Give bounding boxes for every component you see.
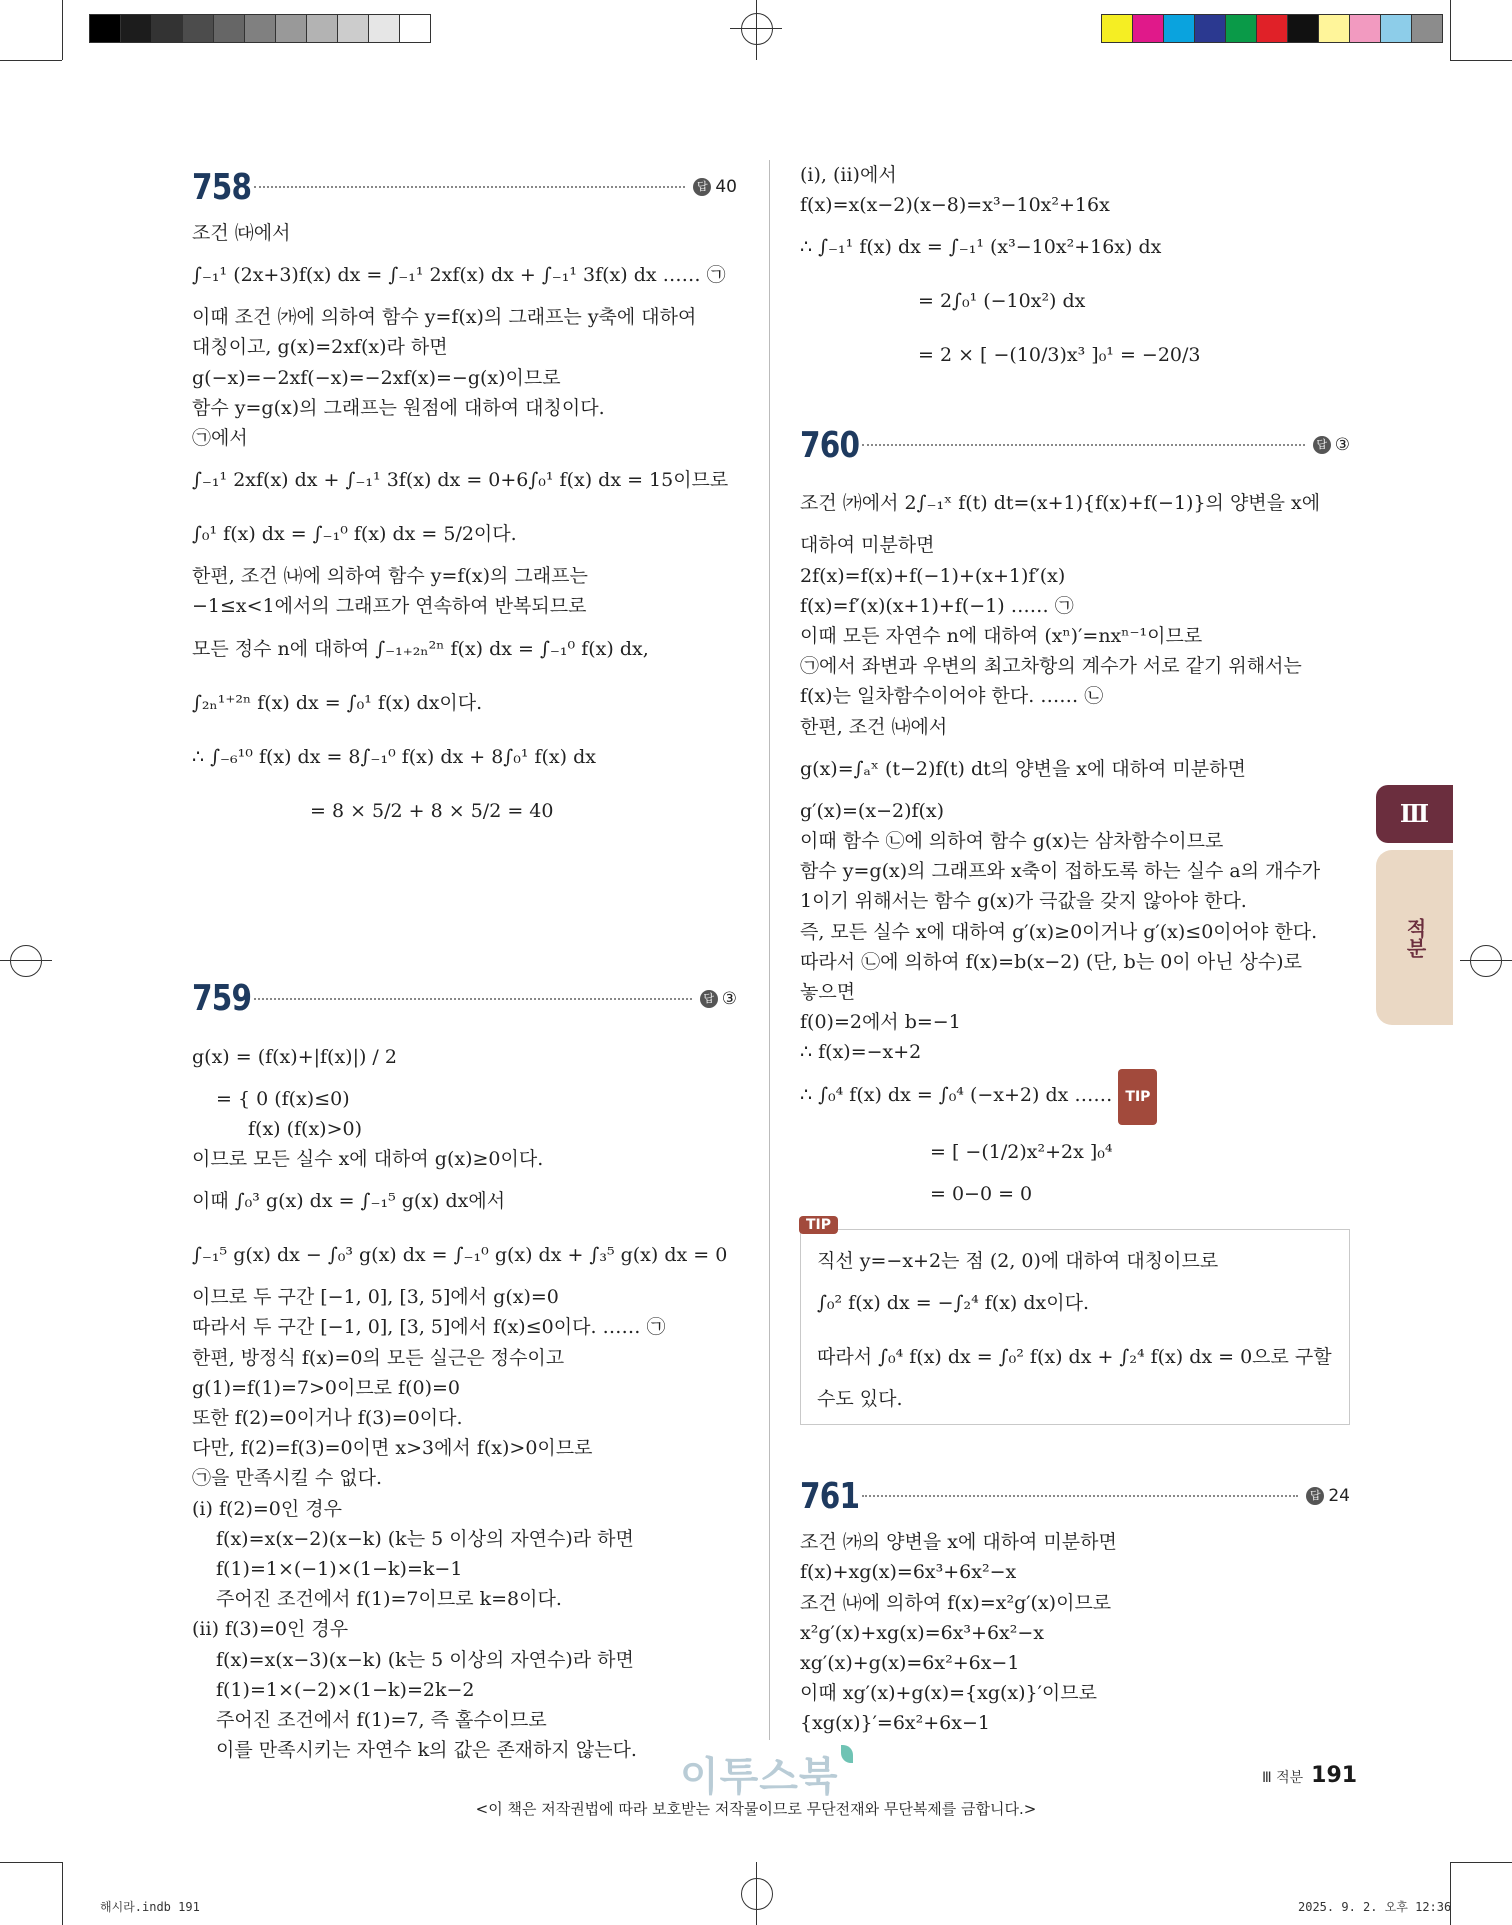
text-line: ㉠에서 [192,427,248,450]
equation-line [800,1068,1350,1125]
text-line: f(0)=2에서 b=−1 [800,1011,961,1034]
color-swatch [1412,15,1442,42]
gray-swatch [152,15,183,42]
color-swatch [1350,15,1381,42]
text-line: 함수 y=g(x)의 그래프는 원점에 대하여 대칭이다. [192,396,605,419]
text-line: 한편, 조건 ㈏에 의하여 함수 y=f(x)의 그래프는 [192,565,588,588]
text-line: ㉠을 만족시킬 수 없다. [192,1467,382,1490]
text-line: 주어진 조건에서 f(1)=7, 즉 홀수이므로 [216,1709,547,1732]
gray-swatch [245,15,276,42]
registration-line-top-h [730,28,782,29]
answer-icon: 답 [1313,436,1331,454]
problem-number: 759 [192,978,252,1020]
color-swatch [1257,15,1288,42]
gray-swatch [276,15,307,42]
page-folio [1262,1763,1357,1788]
equation-line: x²g′(x)+xg(x)=6x³+6x²−x [800,1621,1045,1644]
equation-line: = 8 × 5/2 + 8 × 5/2 = 40 [310,799,554,822]
crop-mark-tr-h [1450,60,1512,61]
text-line: f(1)=1×(−1)×(1−k)=k−1 [216,1558,463,1581]
left-column [192,160,737,1765]
text-line: 조건 ㈐에서 [192,222,291,244]
text-line: g′(x)=(x−2)f(x) [800,799,945,822]
equation-line: g(x)=∫ₐˣ (t−2)f(t) dt의 양변을 x에 대하여 미분하면 [800,757,1246,780]
text-line: 따라서 ㉡에 의하여 f(x)=b(x−2) (단, b는 0이 아닌 상수)로 [800,950,1302,973]
dotted-leader [862,1495,1298,1497]
text-line: 이므로 두 구간 [−1, 0], [3, 5]에서 g(x)=0 [192,1286,559,1309]
problem-759-header [192,972,737,1026]
gray-swatch-strip [89,14,431,43]
crop-mark-bl-v [62,1862,63,1925]
text-line: 한편, 방정식 f(x)=0의 모든 실근은 정수이고 [192,1346,565,1369]
tip-label: TIP [799,1216,838,1234]
copyright-notice: <이 책은 저작권법에 따라 보호받는 저작물이므로 무단전재와 무단복제를 금합니다.> [475,1800,1037,1818]
equation-line: f(x)+xg(x)=6x³+6x²−x [800,1561,1017,1584]
registration-mark-bottom [741,1878,773,1910]
equation-line: f(x) (f(x)>0) [248,1117,363,1140]
text-line: 대하여 미분하면 [800,534,935,557]
tip-line: 따라서 ∫₀⁴ f(x) dx = ∫₀² f(x) dx + ∫₂⁴ f(x) dx = 0으로 구할 [817,1346,1332,1369]
text-line: 한편, 조건 ㈏에서 [800,715,948,738]
gray-swatch [369,15,400,42]
gray-swatch [400,15,430,42]
color-swatch [1164,15,1195,42]
color-swatch [1133,15,1164,42]
text-line: (i), (ii)에서 [800,164,897,186]
answer-value: 40 [715,177,737,197]
registration-mark-top [741,13,773,45]
equation-line: ∫₋₁¹ 2xf(x) dx + ∫₋₁¹ 3f(x) dx = 0+6∫₀¹ f(x) dx = 15이므로 [192,469,729,492]
registration-line-bottom [756,1862,757,1925]
answer-value: 24 [1328,1486,1350,1507]
registration-mark-right [1470,945,1502,977]
case-heading: (i) f(2)=0인 경우 [192,1497,342,1520]
text-line: 놓으면 [800,981,856,1004]
answer [1313,435,1350,455]
color-swatch [1288,15,1319,42]
problem-760-header [800,418,1350,472]
tip-line: ∫₀² f(x) dx = −∫₂⁴ f(x) dx이다. [817,1292,1089,1315]
text-line: f(x)는 일차함수이어야 한다. …… ㉡ [800,685,1104,708]
text-line: 또한 f(2)=0이거나 f(3)=0이다. [192,1407,463,1430]
equation-line: ∫₀¹ f(x) dx = ∫₋₁⁰ f(x) dx = 5/2이다. [192,523,517,546]
equation-line: = 2 × [ −(10/3)x³ ]₀¹ = −20/3 [918,344,1201,367]
right-column [800,160,1350,1739]
gray-swatch [338,15,369,42]
text-line: g(−x)=−2xf(−x)=−2xf(x)=−g(x)이므로 [192,366,561,389]
equation-line: ∫₂ₙ¹⁺²ⁿ f(x) dx = ∫₀¹ f(x) dx이다. [192,691,483,714]
text-line: ㉠에서 좌변과 우변의 최고차항의 계수가 서로 같기 위해서는 [800,655,1302,678]
equation-line: = { 0 (f(x)≤0) [216,1087,350,1110]
text-line: f(1)=1×(−2)×(1−k)=2k−2 [216,1678,475,1701]
crop-mark-tl-h [0,60,62,61]
text-line: f(x)=x(x−2)(x−k) (k는 5 이상의 자연수)라 하면 [216,1527,634,1550]
page-number: 191 [1311,1763,1358,1788]
problem-761-header [800,1469,1350,1523]
registration-mark-left [10,945,42,977]
tip-marker: TIP [1118,1069,1157,1125]
equation-line: g(x) = (f(x)+|f(x)|) / 2 [192,1045,397,1068]
text-line: −1≤x<1에서의 그래프가 연속하여 반복되므로 [192,595,587,618]
tip-box [800,1216,1350,1425]
equation-line: ∫₋₁⁵ g(x) dx − ∫₀³ g(x) dx = ∫₋₁⁰ g(x) dx + ∫₃⁵ g(x) dx = 0 [192,1244,728,1267]
answer-value: ③ [721,988,737,1009]
text-line: 이때 xg′(x)+g(x)={xg(x)}′이므로 [800,1682,1097,1705]
gray-swatch [183,15,214,42]
case-heading: (ii) f(3)=0인 경우 [192,1618,349,1641]
column-divider [769,160,770,1740]
problem-number: 758 [192,166,252,208]
equation-text: ∴ ∫₀⁴ f(x) dx = ∫₀⁴ (−x+2) dx …… [800,1083,1113,1106]
answer [1306,1486,1350,1506]
problem-number: 760 [800,424,860,466]
tip-line: 수도 있다. [817,1388,903,1411]
text-line: 대칭이고, g(x)=2xf(x)라 하면 [192,336,448,359]
print-file-name: 해시라.indb 191 [100,1900,200,1914]
crop-mark-tr-v [1450,0,1451,60]
equation-line: f(x)=x(x−2)(x−8)=x³−10x²+16x [800,194,1110,217]
equation-line: 조건 ㈎에서 2∫₋₁ˣ f(t) dt=(x+1){f(x)+f(−1)}의 양변을 x에 [800,492,1321,515]
publisher-watermark [680,1745,853,1802]
text-line: ∴ f(x)=−x+2 [800,1041,922,1064]
dotted-leader [254,186,685,188]
equation-line: ∴ ∫₋₁¹ f(x) dx = ∫₋₁¹ (x³−10x²+16x) dx [800,236,1162,259]
equation-line: ∴ ∫₋₆¹⁰ f(x) dx = 8∫₋₁⁰ f(x) dx + 8∫₀¹ f(x) dx [192,745,596,768]
text-line: 이므로 모든 실수 x에 대하여 g(x)≥0이다. [192,1148,544,1171]
dotted-leader [254,998,692,1000]
text-line: g(1)=f(1)=7>0이므로 f(0)=0 [192,1376,461,1399]
crop-mark-br-v [1450,1862,1451,1925]
answer-value: ③ [1334,435,1350,456]
registration-line-right [1460,960,1512,961]
answer-icon: 답 [1306,1487,1324,1505]
text-line: 함수 y=g(x)의 그래프와 x축이 접하도록 하는 실수 a의 개수가 [800,860,1321,883]
color-swatch-strip [1101,14,1443,43]
equation-line: {xg(x)}′=6x²+6x−1 [800,1712,990,1735]
print-timestamp: 2025. 9. 2. 오후 12:36 [1298,1900,1452,1914]
chapter-tab-label: 적분 [1376,850,1453,1025]
gray-swatch [90,15,121,42]
color-swatch [1226,15,1257,42]
color-swatch [1319,15,1350,42]
chapter-tab-roman: Ⅲ [1376,785,1453,843]
text-line: 이때 조건 ㈎에 의하여 함수 y=f(x)의 그래프는 y축에 대하여 [192,306,697,329]
text-line: 조건 ㈎의 양변을 x에 대하여 미분하면 [800,1531,1117,1554]
gray-swatch [307,15,338,42]
text-line: 따라서 두 구간 [−1, 0], [3, 5]에서 f(x)≤0이다. …… ㉠ [192,1316,666,1339]
equation-line: ∫₋₁¹ (2x+3)f(x) dx = ∫₋₁¹ 2xf(x) dx + ∫₋₁¹ 3f(x) dx …… ㉠ [192,264,726,287]
color-swatch [1102,15,1133,42]
crop-mark-br-h [1450,1862,1512,1863]
text-line: 2f(x)=f(x)+f(−1)+(x+1)f′(x) [800,564,1066,587]
color-swatch [1381,15,1412,42]
text-line: 즉, 모든 실수 x에 대하여 g′(x)≥0이거나 g′(x)≤0이어야 한다. [800,920,1318,943]
answer [700,989,737,1009]
gray-swatch [214,15,245,42]
registration-line-top [756,0,757,60]
gray-swatch [121,15,152,42]
crop-mark-bl-h [0,1862,62,1863]
text-line: 이때 함수 ㉡에 의하여 함수 g(x)는 삼차함수이므로 [800,830,1224,853]
registration-line-left [0,960,52,961]
problem-758-header [192,160,737,214]
color-swatch [1195,15,1226,42]
text-line: f(x)=x(x−3)(x−k) (k는 5 이상의 자연수)라 하면 [216,1648,634,1671]
answer-icon: 답 [700,990,718,1008]
tip-line: 직선 y=−x+2는 점 (2, 0)에 대하여 대칭이므로 [817,1249,1219,1272]
text-line: 조건 ㈏에 의하여 f(x)=x²g′(x)이므로 [800,1591,1112,1614]
problem-number: 761 [800,1475,860,1517]
equation-line: 이때 ∫₀³ g(x) dx = ∫₋₁⁵ g(x) dx에서 [192,1190,506,1213]
equation-line: = 2∫₀¹ (−10x²) dx [918,290,1086,313]
dotted-leader [862,444,1305,446]
text-line: 이를 만족시키는 자연수 k의 값은 존재하지 않는다. [216,1739,637,1762]
equation-line: xg′(x)+g(x)=6x²+6x−1 [800,1652,1020,1675]
answer-icon: 답 [693,178,711,196]
answer [693,177,737,197]
equation-line: = 0−0 = 0 [930,1182,1033,1205]
text-line: 주어진 조건에서 f(1)=7이므로 k=8이다. [216,1588,562,1611]
text-line: 이때 모든 자연수 n에 대하여 (xⁿ)′=nxⁿ⁻¹이므로 [800,625,1203,648]
crop-mark-tl-v [62,0,63,60]
text-line: 1이기 위해서는 함수 g(x)가 극값을 갖지 않아야 한다. [800,890,1247,913]
equation-line: 모든 정수 n에 대하여 ∫₋₁₊₂ₙ²ⁿ f(x) dx = ∫₋₁⁰ f(x) dx, [192,637,649,660]
equation-line: = [ −(1/2)x²+2x ]₀⁴ [930,1140,1113,1163]
watermark-text: 이투스북 [680,1754,839,1800]
text-line: 다만, f(2)=f(3)=0이면 x>3에서 f(x)>0이므로 [192,1437,593,1460]
text-line: f(x)=f′(x)(x+1)+f(−1) …… ㉠ [800,594,1074,617]
section-label: Ⅲ 적분 [1262,1770,1304,1786]
leaf-icon [841,1745,853,1763]
